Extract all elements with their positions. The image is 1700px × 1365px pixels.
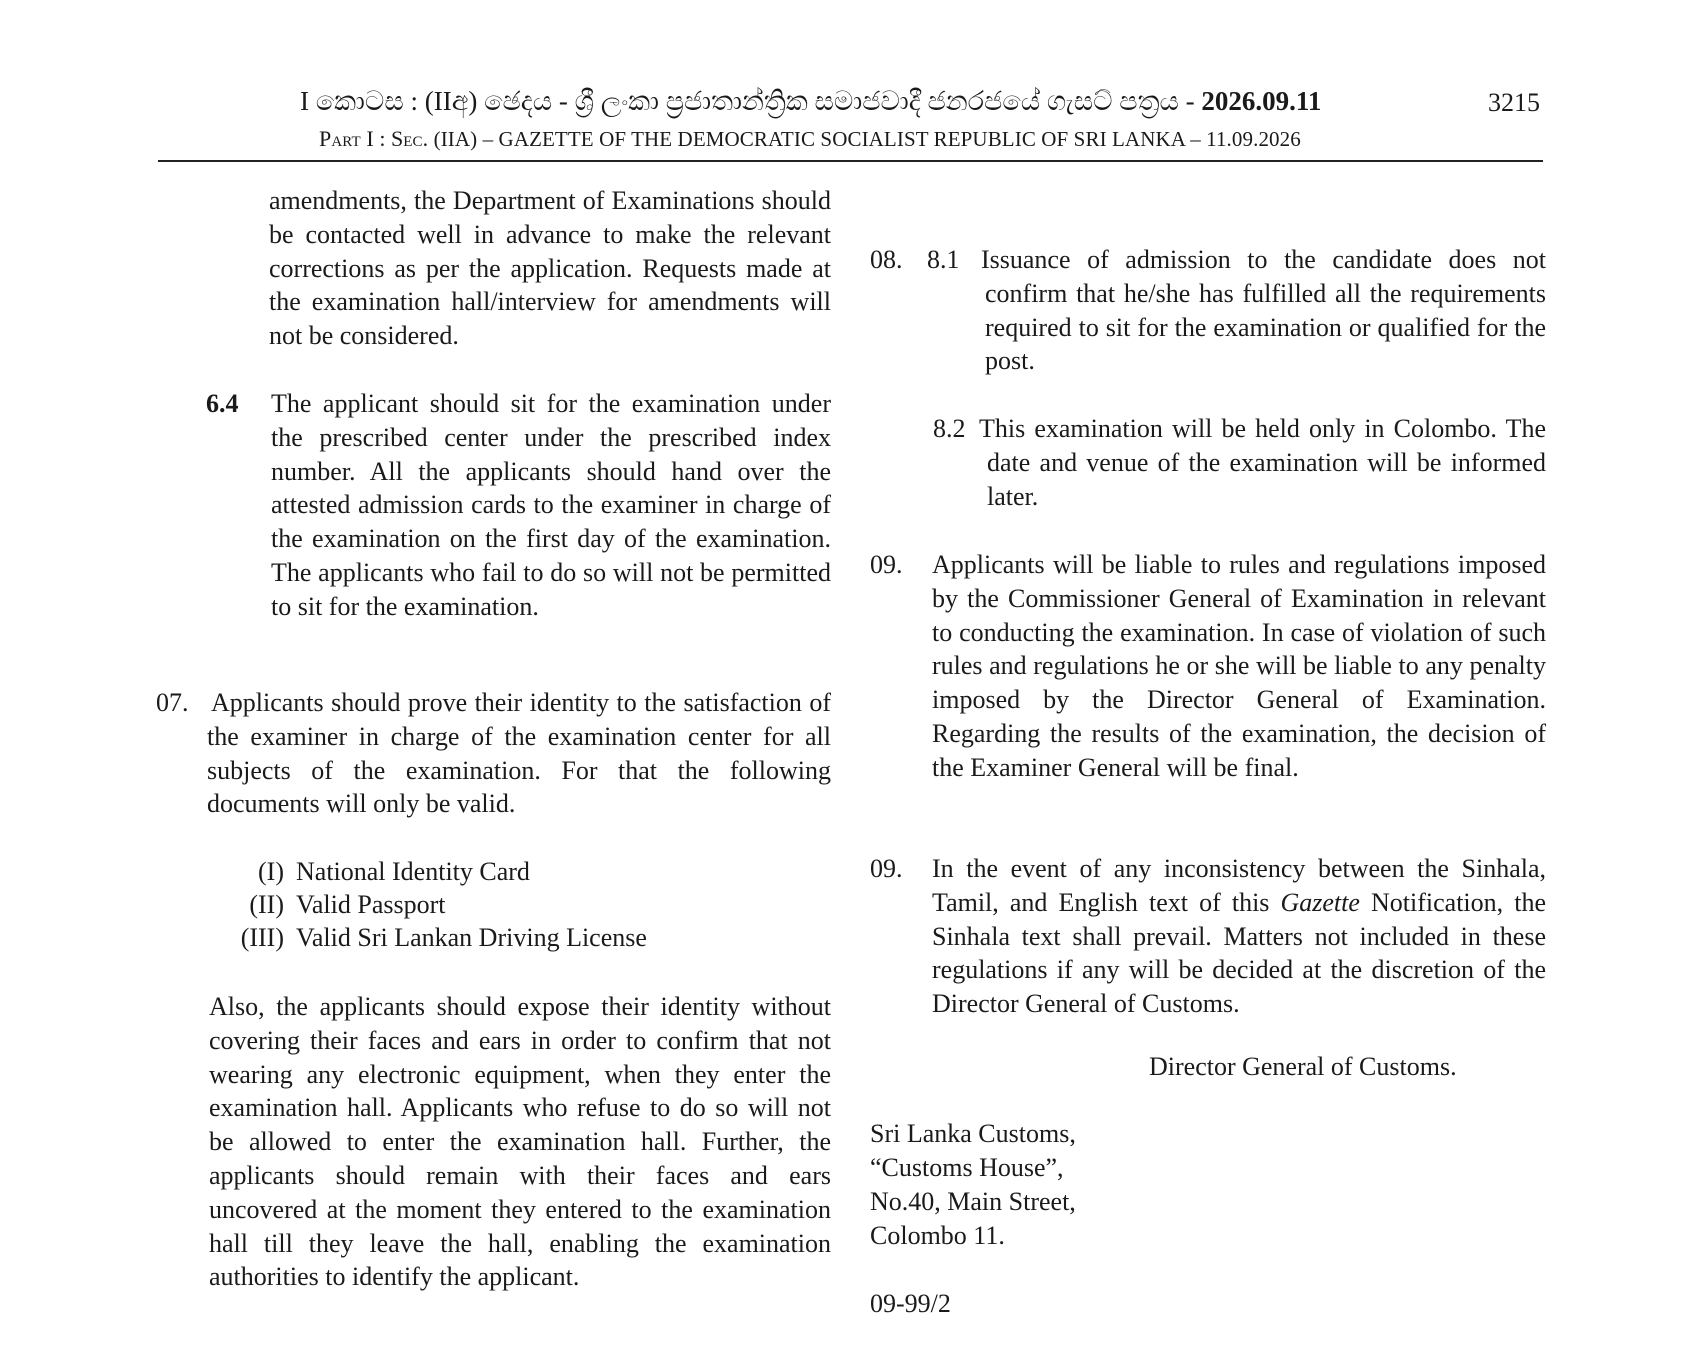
address-line: No.40, Main Street,: [870, 1187, 1076, 1216]
section-8-2-number: 8.2: [933, 414, 966, 443]
list-item: [224, 855, 530, 888]
section-07-text: Applicants should prove their identity to the satisfaction of the examiner in charge of the examination center for all subjects of the examination. For that the following documents will only be valid.: [207, 688, 831, 819]
header-sinhala-date: 2026.09.11: [1201, 86, 1322, 116]
section-09-second-number: 09.: [870, 854, 903, 883]
list-item-numeral: (III): [240, 923, 284, 952]
header-english-title: (IIA) – GAZETTE OF THE DEMOCRATIC SOCIALIST REPUBLIC OF SRI LANKA – 11.09.2026: [433, 127, 1301, 151]
section-6-4-text: The applicant should sit for the examination under the prescribed center under the prescribed index number. All the applicants should hand over the attested admission cards to the examiner in charge of the examination on the first day of the examination. The applicants who fail to do so will not be permitted to sit for the examination.: [271, 389, 831, 621]
list-item-numeral: (I): [258, 857, 284, 886]
page-number: 3215: [1488, 88, 1540, 117]
section-09-second-text-part1: In the event of any inconsistency between the Sinhala, Tamil, and English text of this: [932, 854, 1546, 917]
list-item-text: National Identity Card: [296, 857, 530, 886]
header-english: [319, 126, 1301, 152]
section-09-second-text-part2: Notification, the Sinhala text shall prevail. Matters not included in these regulations if any will be decided at the discretion of the Director General of Customs.: [932, 887, 1546, 1019]
section-09-second-text: [932, 852, 1546, 1021]
header-sinhala-title: I කොටස : (IIඅ) ඡෙදය - ශ්‍රී ලංකා ප්‍රජාතාන්ත්‍රික සමාජවාදී ජනරජයේ ගැසට් පත්‍රය -: [300, 86, 1195, 116]
header-part-label: Part I :: [319, 126, 386, 151]
list-item-text: Valid Sri Lankan Driving License: [296, 923, 647, 952]
address-line: “Customs House”,: [870, 1153, 1064, 1182]
section-8-1-number: 8.1: [927, 245, 960, 274]
header-sec-label: Sec.: [390, 126, 429, 151]
section-08-number: 08.: [870, 245, 903, 274]
section-8-1-text: Issuance of admission to the candidate does not confirm that he/she has fulfilled all the requirements required to sit for the examination or qualified for the post.: [981, 245, 1546, 376]
list-item-text: Valid Passport: [296, 890, 446, 919]
section-8-2-text: This examination will be held only in Colombo. The date and venue of the examination will be informed later.: [979, 414, 1546, 511]
list-item: [224, 888, 446, 921]
section-09-number: 09.: [870, 550, 903, 579]
section-6-4-number: 6.4: [206, 389, 239, 418]
list-item: [224, 921, 647, 954]
gazette-italic: Gazette: [1280, 887, 1360, 917]
address-line: Sri Lanka Customs,: [870, 1119, 1076, 1148]
reference-number: 09-99/2: [870, 1289, 951, 1318]
continued-paragraph: amendments, the Department of Examinations should be contacted well in advance to make the relevant corrections as per the application. Requests made at the examination hall/interview for amendments will not be considered.: [269, 186, 831, 351]
section-07-number: 07.: [156, 688, 189, 717]
header-divider: [158, 160, 1543, 162]
identity-exposure-paragraph: Also, the applicants should expose their identity without covering their faces and ears in order to confirm that not wearing any electronic equipment, when they enter the examination hall. Applicants who refuse to do so will not be allowed to enter the examination hall. Further, the applicants should remain with their faces and ears uncovered at the moment they entered to the examination hall till they leave the hall, enabling the examination authorities to identify the applicant.: [209, 992, 831, 1292]
list-item-numeral: (II): [249, 890, 284, 919]
address-line: Colombo 11.: [870, 1221, 1005, 1250]
signature-title: Director General of Customs.: [1149, 1052, 1457, 1081]
section-09-text: Applicants will be liable to rules and regulations imposed by the Commissioner General of Examination in relevant to conducting the examination. In case of violation of such rules and regulations he or she will be liable to any penalty imposed by the Director General of Examination. Regarding the results of the examination, the decision of the Examiner General will be final.: [932, 550, 1546, 782]
header-sinhala: [300, 84, 1400, 118]
